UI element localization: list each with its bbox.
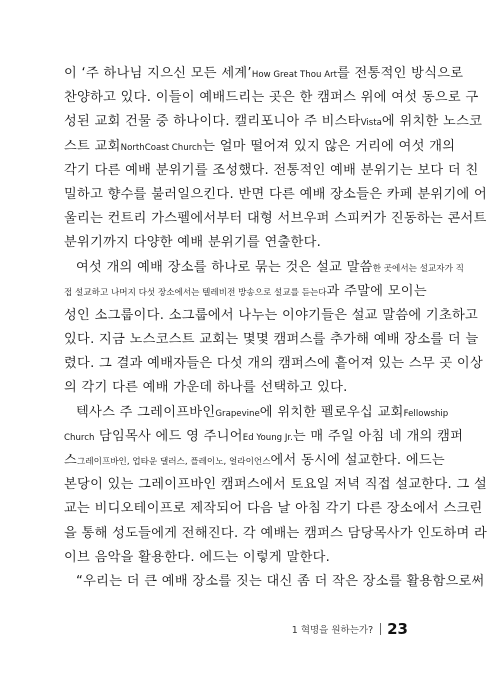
- text-line: [64, 304, 479, 328]
- text-run: 는 매 주일 아침 네 개의 캠퍼: [292, 428, 464, 444]
- inline-note: Vista: [360, 118, 382, 129]
- text-run: 교는 비디오테이프로 제작되어 다음 날 아침 각기 다른 장소에서 스크린: [64, 501, 483, 517]
- body-text: [64, 62, 487, 594]
- text-run: 찬양하고 있다. 이들이 예배드리는 곳은 한 캠퍼스 위에 여섯 동으로 구: [64, 90, 479, 106]
- inline-note: How Great Thou Art: [251, 70, 337, 80]
- footer-divider: [380, 623, 381, 635]
- inline-note: Grapevine: [215, 408, 260, 419]
- text-line: [64, 376, 416, 400]
- inline-note: Fellowship: [403, 408, 449, 419]
- text-run: 를 전통적인 방식으로: [336, 66, 464, 81]
- text-line: [64, 401, 449, 425]
- text-line: [64, 159, 479, 183]
- text-line: [64, 62, 464, 86]
- text-run: 이브 음악을 활용한다. 에드는 이렇게 말한다.: [64, 549, 331, 565]
- inline-note: 한 곳에서는 설교자가 직: [372, 263, 464, 274]
- text-run: 의 각기 다른 예배 가운데 하나를 선택하고 있다.: [64, 380, 348, 396]
- text-line: [64, 546, 416, 570]
- text-line: [64, 280, 427, 304]
- text-line: [64, 207, 487, 231]
- text-run: 분위기까지 다양한 예배 분위기를 연출한다.: [64, 235, 322, 251]
- inline-note: Church: [64, 432, 95, 443]
- text-run: 에 위치한 펠로우십 교회: [259, 404, 404, 420]
- text-line: [64, 110, 483, 134]
- text-run: 텍사스 주 그레이프바인: [76, 404, 216, 420]
- text-line: [64, 449, 445, 473]
- page-number: 23: [387, 620, 408, 638]
- text-line: [64, 352, 483, 376]
- inline-note: 그레이프바인, 업타운 댈러스, 플레이노, 얼라이언스: [77, 457, 271, 467]
- text-run: 에 위치한 노스코: [381, 114, 483, 130]
- text-run: “우리는 더 큰 예배 장소를 짓는 대신 좀 더 작은 장소를 활용함으로써: [76, 573, 485, 589]
- text-line: [64, 328, 479, 352]
- inline-note: Ed Young Jr.: [242, 432, 293, 443]
- text-line: [64, 522, 487, 546]
- text-run: 에서 동시에 설교한다. 에드는: [270, 453, 445, 468]
- text-line: [64, 497, 483, 521]
- text-run: 이 ‘주 하나님 지으신 모든 세계’: [64, 66, 252, 81]
- text-run: 과 주말에 모이는: [326, 283, 427, 299]
- text-line: [64, 473, 487, 497]
- text-run: 있다. 지금 노스코스트 교회는 몇몇 캠퍼스를 추가해 예배 장소를 더 늘: [64, 332, 479, 348]
- text-run: 밀하고 향수를 불러일으킨다. 반면 다른 예배 장소들은 카페 분위기에 어: [64, 186, 487, 202]
- text-line: [64, 135, 456, 159]
- text-run: 담임목사 에드 영 주니어: [94, 428, 243, 444]
- text-line: [64, 86, 479, 110]
- inline-note: 접 설교하고 나머지 다섯 장소에서는 텔레비전 방송으로 설교를 듣는다: [64, 287, 327, 298]
- text-run: 는 얼마 떨어져 있지 않은 거리에 여섯 개의: [202, 138, 456, 154]
- text-run: 성인 소그룹이다. 소그룹에서 나누는 이야기들은 설교 말씀에 기초하고: [64, 307, 479, 323]
- inline-note: NorthCoast Church: [120, 142, 203, 153]
- text-line: [64, 425, 464, 449]
- text-line: [64, 256, 464, 280]
- text-line: [64, 231, 416, 255]
- text-run: 본당이 있는 그레이프바인 캠퍼스에서 토요일 저녁 직접 설교한다. 그 설: [64, 477, 487, 493]
- text-line: [64, 570, 485, 594]
- text-run: 여섯 개의 예배 장소를 하나로 묶는 것은 설교 말씀: [76, 259, 373, 275]
- text-run: 스트 교회: [64, 138, 121, 154]
- page-footer: [292, 620, 408, 638]
- text-run: 성된 교회 건물 중 하나이다. 캘리포니아 주 비스타: [64, 114, 361, 130]
- text-run: 을 통해 성도들에게 전해진다. 각 예배는 캠퍼스 담당목사가 인도하며 라: [64, 525, 487, 541]
- text-run: 울리는 컨트리 가스펠에서부터 대형 서브우퍼 스피커가 진동하는 콘서트: [64, 211, 487, 227]
- text-run: 렸다. 그 결과 예배자들은 다섯 개의 캠퍼스에 흩어져 있는 스무 곳 이상: [64, 356, 483, 372]
- text-line: [64, 183, 487, 207]
- text-run: 스: [64, 453, 78, 468]
- running-footer-chapter: 1 혁명을 원하는가?: [291, 625, 374, 636]
- text-run: 각기 다른 예배 분위기를 조성했다. 전통적인 예배 분위기는 보다 더 친: [64, 162, 479, 178]
